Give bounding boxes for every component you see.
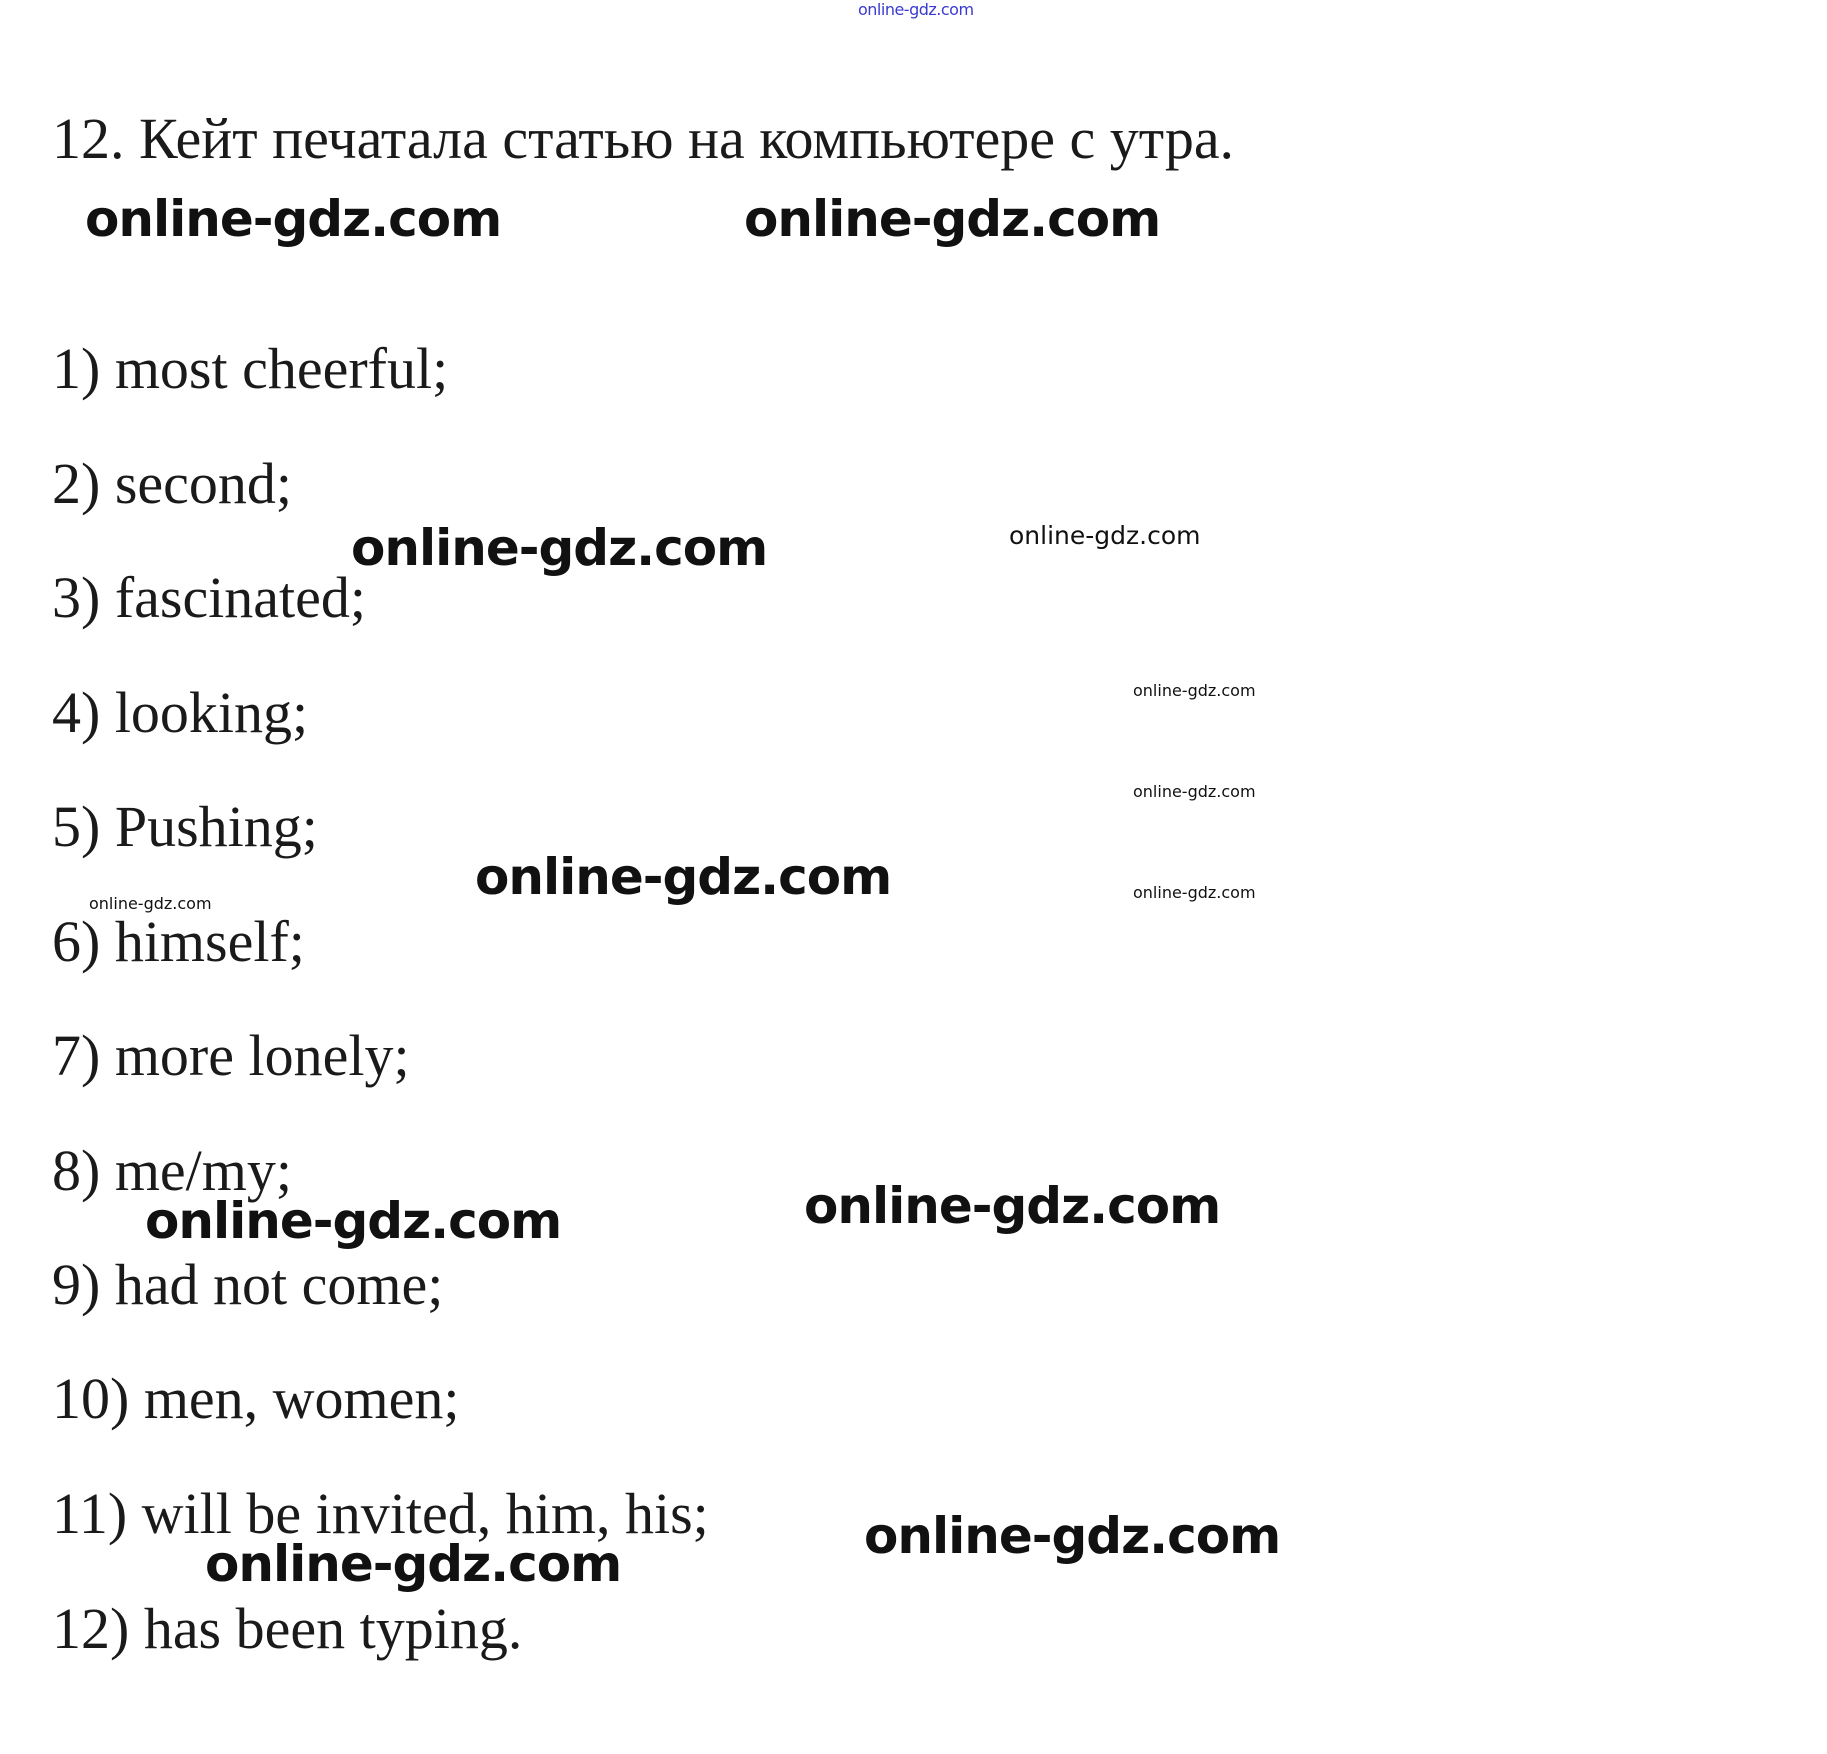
watermark-13: online-gdz.com	[205, 1535, 622, 1593]
watermark-3: online-gdz.com	[351, 519, 768, 577]
watermark-4: online-gdz.com	[1009, 521, 1201, 550]
watermark-1: online-gdz.com	[85, 190, 502, 248]
answer-item-11: 11) will be invited, him, his;	[52, 1481, 709, 1546]
watermark-11: online-gdz.com	[145, 1192, 562, 1250]
watermark-10: online-gdz.com	[804, 1177, 1221, 1235]
watermark-6: online-gdz.com	[1133, 782, 1256, 801]
watermark-top: online-gdz.com	[858, 0, 974, 19]
answer-item-10: 10) men, women;	[52, 1366, 460, 1431]
watermark-12: online-gdz.com	[864, 1507, 1281, 1565]
answer-item-5: 5) Pushing;	[52, 794, 318, 859]
answer-item-6: 6) himself;	[52, 909, 305, 974]
watermark-7: online-gdz.com	[475, 848, 892, 906]
watermark-9: online-gdz.com	[89, 894, 212, 913]
answer-item-2: 2) second;	[52, 451, 292, 516]
answer-item-12: 12) has been typing.	[52, 1596, 523, 1661]
answer-item-9: 9) had not come;	[52, 1252, 444, 1317]
answer-item-3: 3) fascinated;	[52, 565, 367, 630]
answer-item-7: 7) more lonely;	[52, 1023, 410, 1088]
watermark-2: online-gdz.com	[744, 190, 1161, 248]
watermark-8: online-gdz.com	[1133, 883, 1256, 902]
answer-item-4: 4) looking;	[52, 680, 309, 745]
page-title: 12. Кейт печатала статью на компьютере с утра.	[52, 106, 1235, 171]
answer-item-8: 8) me/my;	[52, 1138, 293, 1203]
watermark-5: online-gdz.com	[1133, 681, 1256, 700]
answer-item-1: 1) most cheerful;	[52, 336, 449, 401]
